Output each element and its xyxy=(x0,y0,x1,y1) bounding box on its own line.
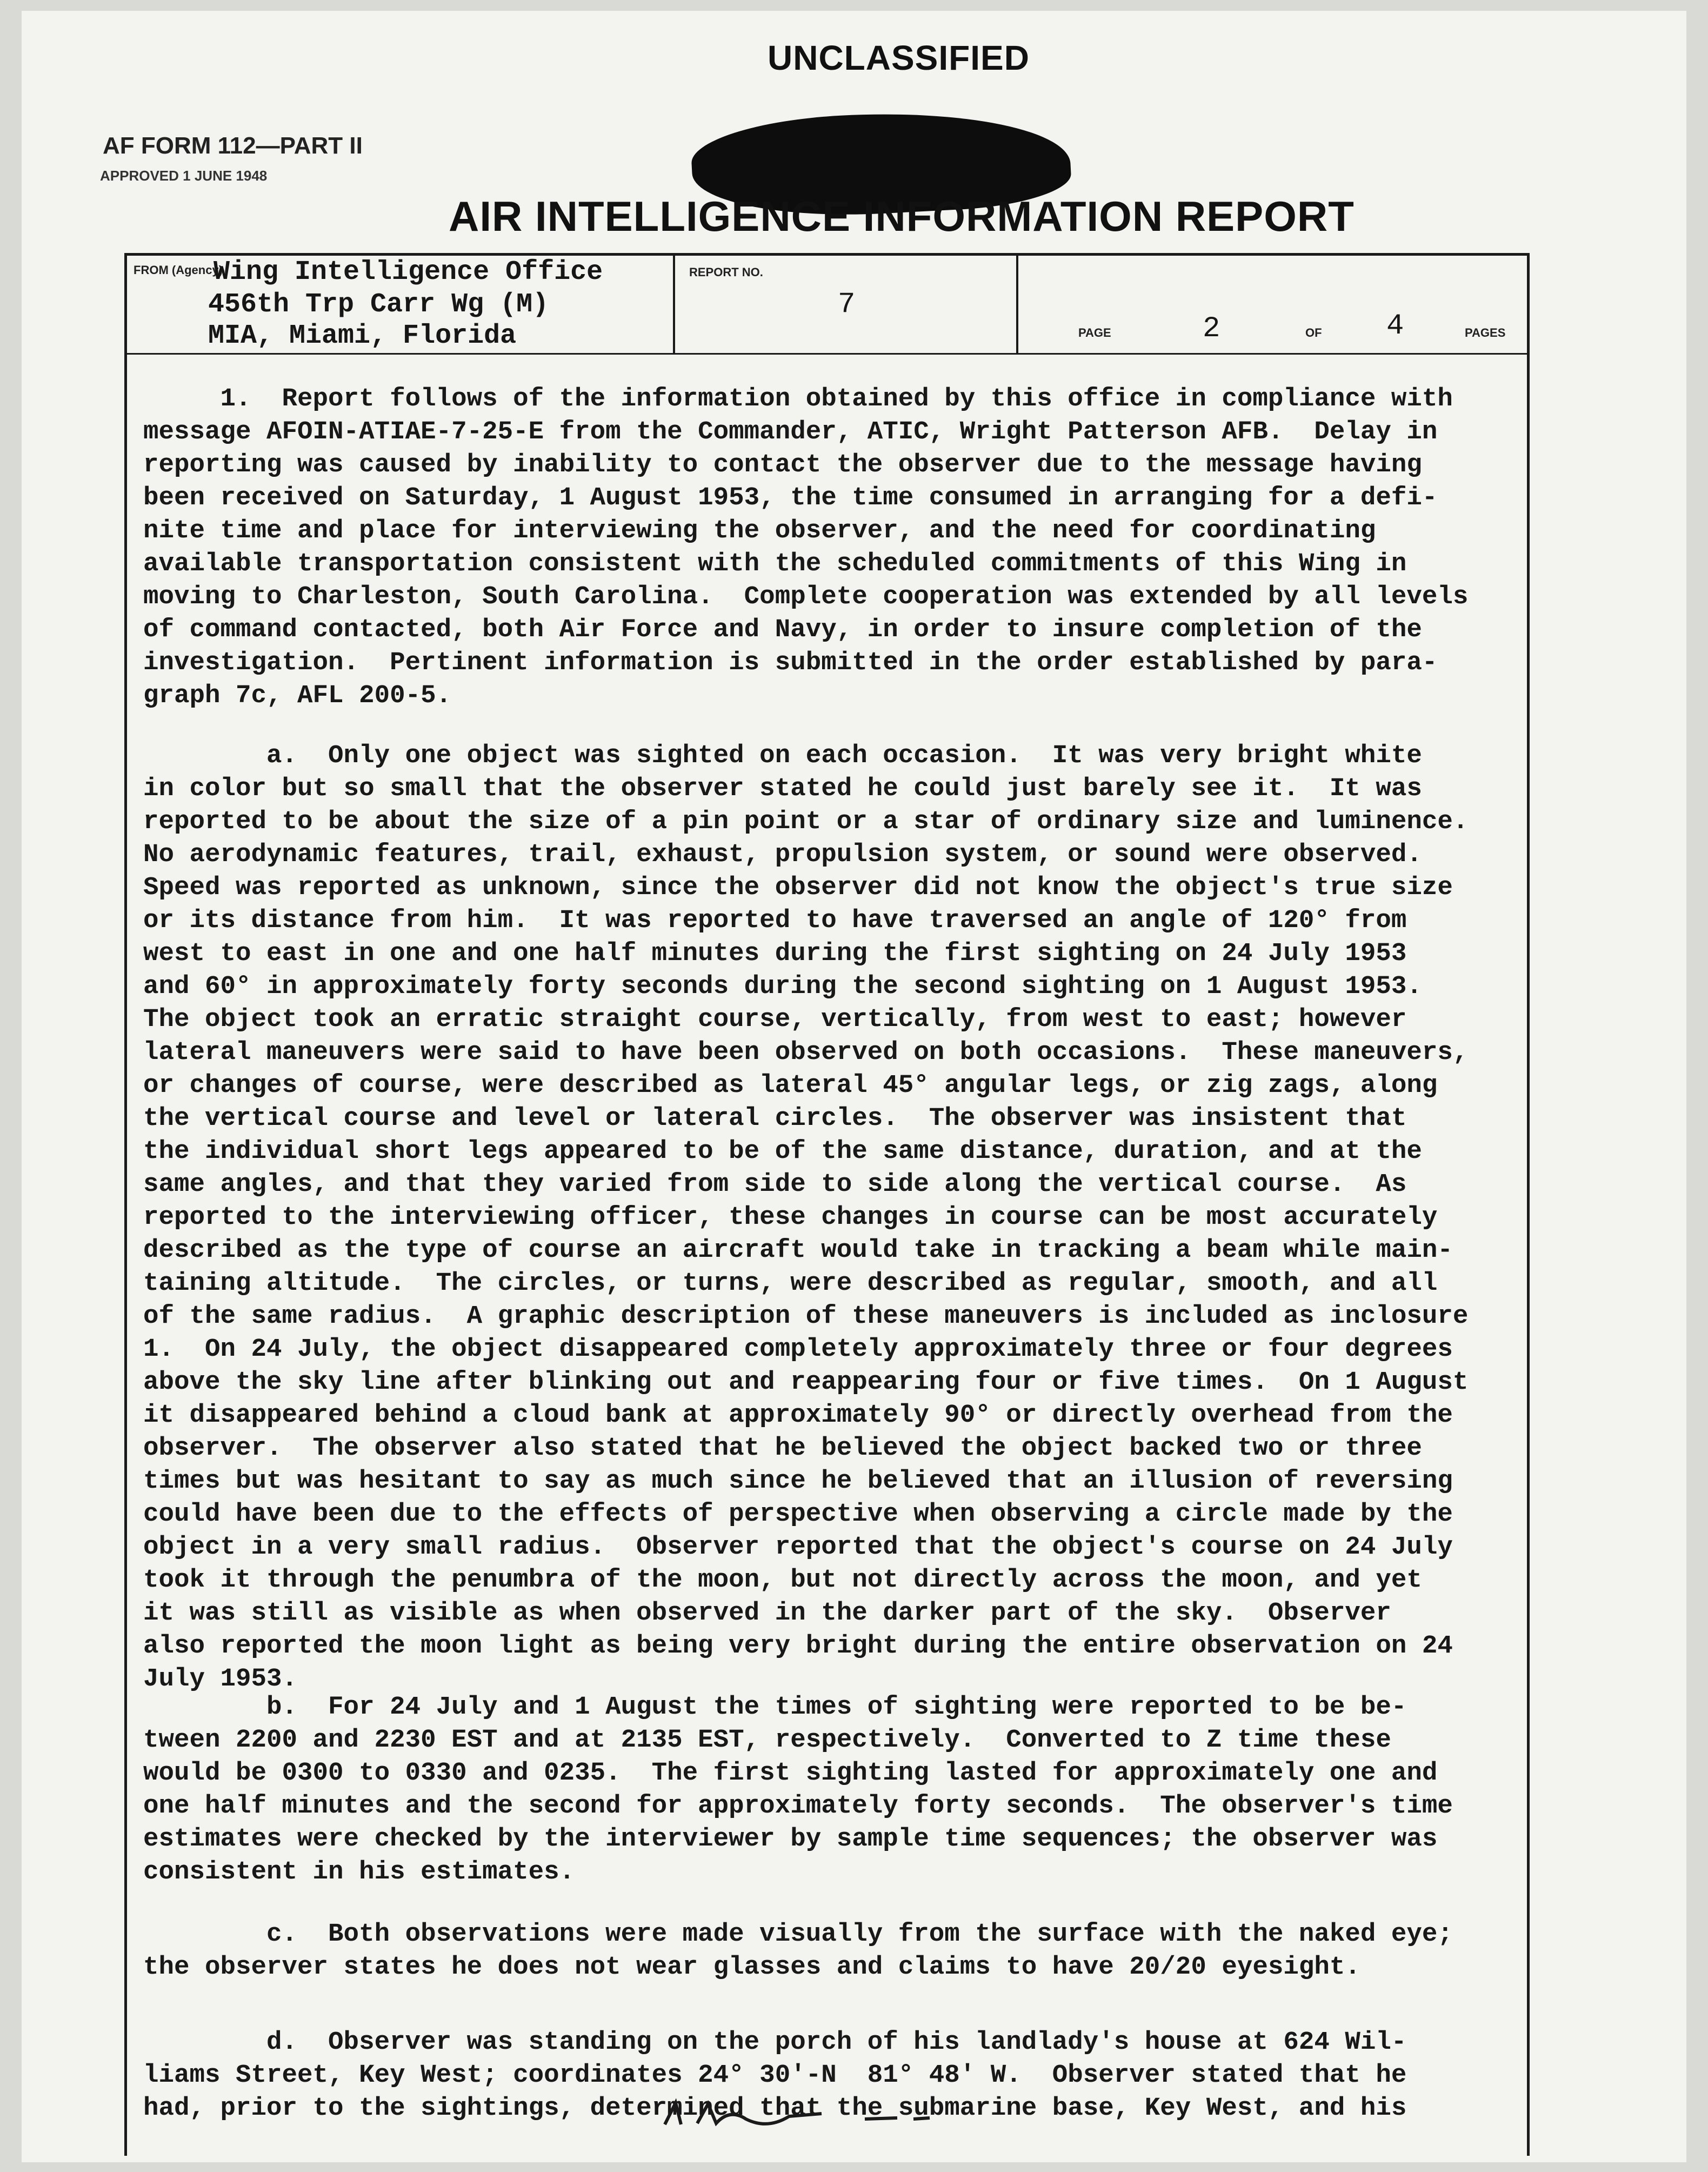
text-line: graph 7c, AFL 200-5. xyxy=(143,681,452,710)
text-line: tween 2200 and 2230 EST and at 2135 EST, respectively. Converted to Z time these xyxy=(143,1725,1391,1755)
report-number: 7 xyxy=(838,288,856,321)
page-label: PAGE xyxy=(1078,326,1111,339)
text-line: a. Only one object was sighted on each occasion. It was very bright white xyxy=(143,741,1422,770)
text-line: Speed was reported as unknown, since the observer did not know the object's true size xyxy=(143,873,1453,902)
from-line-3: MIA, Miami, Florida xyxy=(208,321,517,351)
text-line: above the sky line after blinking out and reappearing four or five times. On 1 August xyxy=(143,1368,1469,1397)
handwritten-mark xyxy=(659,2097,962,2130)
text-line: July 1953. xyxy=(143,1664,298,1694)
text-line: or its distance from him. It was reported to have traversed an angle of 120° from xyxy=(143,906,1407,935)
text-line: The object took an erratic straight course, vertically, from west to east; however xyxy=(143,1005,1407,1034)
text-line: west to east in one and one half minutes during the first sighting on 24 July 1953 xyxy=(143,939,1407,968)
text-line: would be 0300 to 0330 and 0235. The first sighting lasted for approximately one and xyxy=(143,1758,1438,1788)
header-divider xyxy=(673,256,675,353)
document-sheet xyxy=(22,11,1686,2162)
text-line: c. Both observations were made visually from the surface with the naked eye; xyxy=(143,1920,1453,1949)
paragraph-1 xyxy=(143,383,1538,712)
from-line-1: Wing Intelligence Office xyxy=(214,257,603,288)
report-body xyxy=(124,350,1530,2156)
text-line: moving to Charleston, South Carolina. Complete cooperation was extended by all levels xyxy=(143,582,1469,611)
header-divider xyxy=(1016,256,1018,353)
text-line: reported to the interviewing officer, these changes in course can be most accurately xyxy=(143,1203,1438,1232)
text-line: described as the type of course an aircraft would take in tracking a beam while main- xyxy=(143,1236,1453,1265)
paragraph-c xyxy=(143,1918,1538,1984)
text-line: reported to be about the size of a pin point or a star of ordinary size and luminence. xyxy=(143,807,1469,836)
classification-marking: UNCLASSIFIED xyxy=(768,38,1030,77)
text-line: 1. Report follows of the information obtained by this office in compliance with xyxy=(143,384,1453,414)
text-line: b. For 24 July and 1 August the times of sighting were reported to be be- xyxy=(143,1693,1407,1722)
text-line: been received on Saturday, 1 August 1953, the time consumed in arranging for a defi- xyxy=(143,483,1438,512)
text-line: could have been due to the effects of perspective when observing a circle made by the xyxy=(143,1500,1453,1529)
text-line: No aerodynamic features, trail, exhaust, propulsion system, or sound were observed. xyxy=(143,840,1422,869)
text-line: had, prior to the sightings, determined that the submarine base, Key West, and his xyxy=(143,2094,1407,2123)
text-line: and 60° in approximately forty seconds during the second sighting on 1 August 1953. xyxy=(143,972,1422,1001)
total-pages: 4 xyxy=(1386,310,1404,343)
text-line: liams Street, Key West; coordinates 24° 30'-N 81° 48' W. Observer stated that he xyxy=(143,2061,1407,2090)
text-line: taining altitude. The circles, or turns, were described as regular, smooth, and all xyxy=(143,1269,1438,1298)
report-no-label: REPORT NO. xyxy=(689,265,763,279)
from-label: FROM (Agency) xyxy=(134,263,223,277)
text-line: 1. On 24 July, the object disappeared completely approximately three or four degrees xyxy=(143,1335,1453,1364)
text-line: of the same radius. A graphic description of these maneuvers is included as inclosure xyxy=(143,1302,1469,1331)
text-line: estimates were checked by the interviewer by sample time sequences; the observer was xyxy=(143,1824,1438,1854)
text-line: or changes of course, were described as lateral 45° angular legs, or zig zags, along xyxy=(143,1071,1438,1100)
report-header-box xyxy=(124,253,1530,355)
pages-label: PAGES xyxy=(1465,326,1506,339)
paragraph-b xyxy=(143,1691,1538,1889)
text-line: observer. The observer also stated that he believed the object backed two or three xyxy=(143,1434,1422,1463)
text-line: the vertical course and level or lateral circles. The observer was insistent that xyxy=(143,1104,1407,1133)
text-line: the individual short legs appeared to be of the same distance, duration, and at the xyxy=(143,1137,1422,1166)
text-line: consistent in his estimates. xyxy=(143,1857,575,1887)
text-line: of command contacted, both Air Force and Navy, in order to insure completion of the xyxy=(143,615,1422,644)
text-line: same angles, and that they varied from side to side along the vertical course. As xyxy=(143,1170,1407,1199)
text-line: it was still as visible as when observed in the darker part of the sky. Observer xyxy=(143,1598,1391,1628)
form-approved-date: APPROVED 1 JUNE 1948 xyxy=(100,168,268,184)
report-title: AIR INTELLIGENCE INFORMATION REPORT xyxy=(449,192,1355,240)
text-line: investigation. Pertinent information is submitted in the order established by para- xyxy=(143,648,1438,677)
of-label: OF xyxy=(1305,326,1322,339)
text-line: times but was hesitant to say as much since he believed that an illusion of reversing xyxy=(143,1467,1453,1496)
page-number: 2 xyxy=(1203,312,1220,345)
text-line: reporting was caused by inability to contact the observer due to the message having xyxy=(143,450,1422,479)
paragraph-a xyxy=(143,739,1538,1696)
text-line: message AFOIN-ATIAE-7-25-E from the Commander, ATIC, Wright Patterson AFB. Delay in xyxy=(143,417,1438,447)
text-line: in color but so small that the observer stated he could just barely see it. It was xyxy=(143,774,1422,803)
text-line: nite time and place for interviewing the observer, and the need for coordinating xyxy=(143,516,1376,545)
text-line: also reported the moon light as being very bright during the entire observation on 24 xyxy=(143,1631,1453,1661)
text-line: it disappeared behind a cloud bank at approximately 90° or directly overhead from the xyxy=(143,1401,1453,1430)
form-number: AF FORM 112—PART II xyxy=(103,132,363,159)
text-line: the observer states he does not wear glasses and claims to have 20/20 eyesight. xyxy=(143,1953,1360,1982)
from-line-2: 456th Trp Carr Wg (M) xyxy=(208,289,549,320)
text-line: lateral maneuvers were said to have been observed on both occasions. These maneuvers, xyxy=(143,1038,1469,1067)
text-line: d. Observer was standing on the porch of his landlady's house at 624 Wil- xyxy=(143,2028,1407,2057)
text-line: one half minutes and the second for approximately forty seconds. The observer's time xyxy=(143,1791,1453,1821)
text-line: object in a very small radius. Observer reported that the object's course on 24 July xyxy=(143,1533,1453,1562)
text-line: available transportation consistent with the scheduled commitments of this Wing in xyxy=(143,549,1407,578)
text-line: took it through the penumbra of the moon, but not directly across the moon, and yet xyxy=(143,1565,1422,1595)
